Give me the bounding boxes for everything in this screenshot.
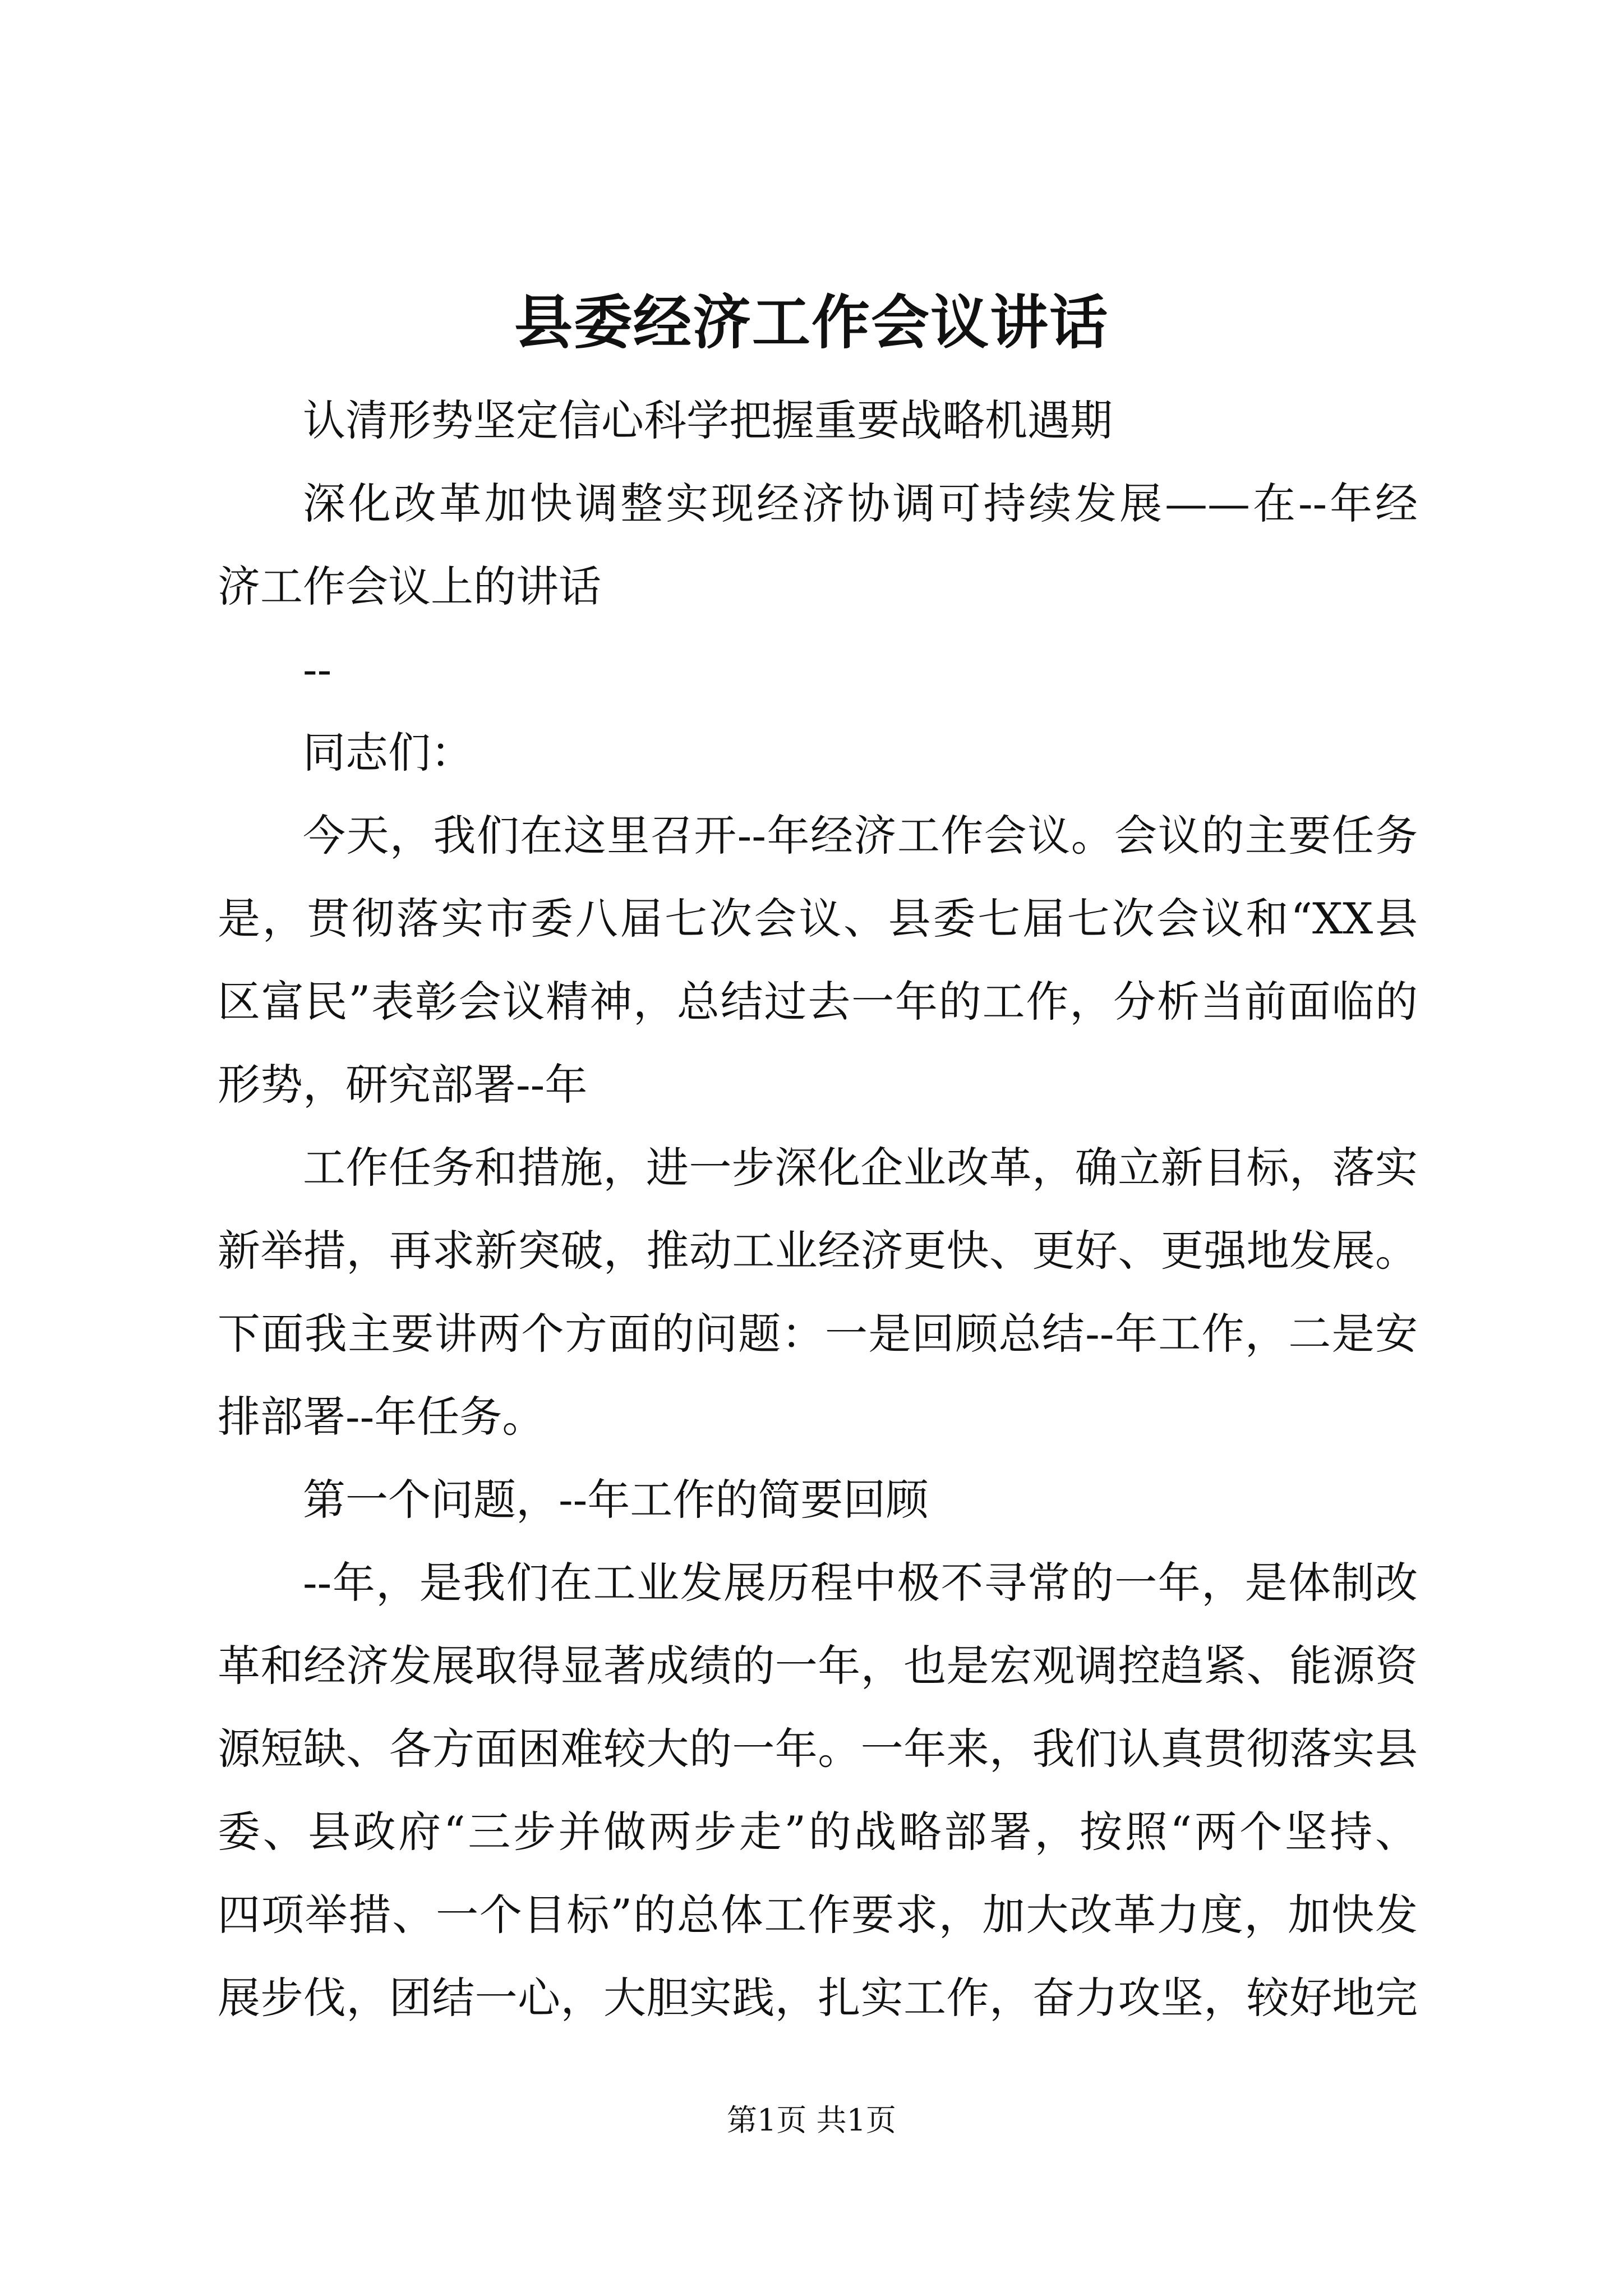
text-line: 四项举措、一个目标”的总体工作要求，加大改革力度，加快发: [218, 1890, 1418, 1940]
text-line: 下面我主要讲两个方面的问题：一是回顾总结--年工作，二是安: [218, 1309, 1418, 1359]
text-line: 是，贯彻落实市委八届七次会议、县委七届七次会议和“XX县: [218, 894, 1418, 944]
text-line: 展步伐，团结一心，大胆实践，扎实工作，奋力攻坚，较好地完: [218, 1973, 1418, 2023]
page-footer: 第1页 共1页: [727, 2102, 896, 2138]
text-line: 排部署--年任务。: [218, 1392, 545, 1442]
text-line: 认清形势坚定信心科学把握重要战略机遇期: [303, 395, 1113, 445]
text-line: 第一个问题，--年工作的简要回顾: [303, 1475, 929, 1525]
text-line: --: [303, 645, 332, 694]
text-line: 委、县政府“三步并做两步走”的战略部署，按照“两个坚持、: [218, 1807, 1418, 1857]
document-body: [218, 379, 1418, 2040]
text-line: 形势，研究部署--年: [218, 1060, 588, 1110]
text-line: 源短缺、各方面困难较大的一年。一年来，我们认真贯彻落实县: [218, 1724, 1418, 1774]
text-line: --年，是我们在工业发展历程中极不寻常的一年，是体制改: [303, 1558, 1418, 1608]
text-line: 济工作会议上的讲话: [218, 562, 601, 611]
text-line: 工作任务和措施，进一步深化企业改革，确立新目标，落实: [303, 1143, 1418, 1193]
text-line: 深化改革加快调整实现经济协调可持续发展——在--年经: [303, 478, 1418, 528]
text-line: 区富民”表彰会议精神，总结过去一年的工作，分析当前面临的: [218, 977, 1418, 1027]
text-line: 今天，我们在这里召开--年经济工作会议。会议的主要任务: [303, 811, 1418, 861]
document-title: 县委经济工作会议讲话: [514, 288, 1109, 357]
text-line: 同志们：: [303, 728, 473, 777]
text-line: 新举措，再求新突破，推动工业经济更快、更好、更强地发展。: [218, 1226, 1418, 1276]
text-line: 革和经济发展取得显著成绩的一年，也是宏观调控趋紧、能源资: [218, 1641, 1418, 1691]
